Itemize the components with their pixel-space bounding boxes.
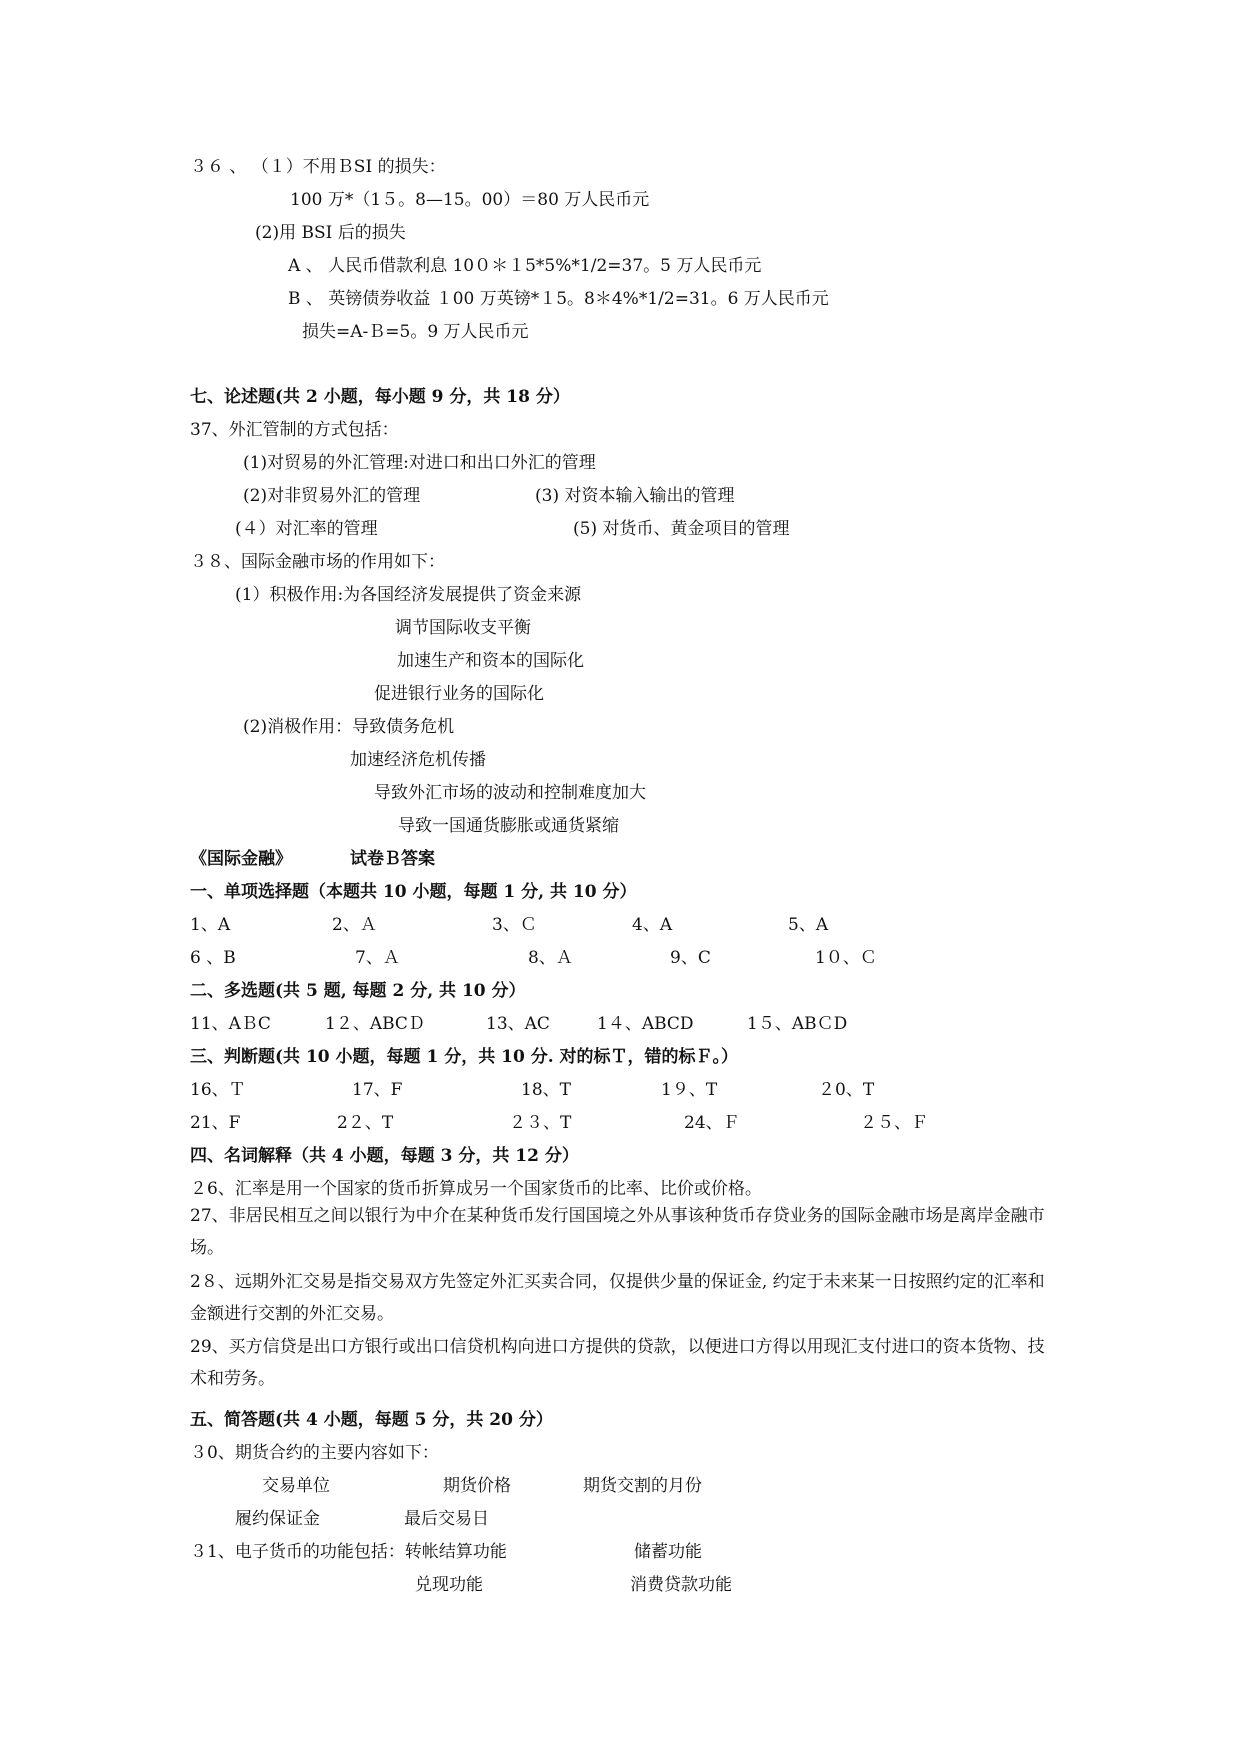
q30-item-2: 期货价格 <box>443 1476 511 1496</box>
answer-8: 8、Ａ <box>528 948 573 968</box>
q38-title: ３８、国际金融市场的作用如下： <box>190 552 445 572</box>
q31-item-3: 消费贷款功能 <box>630 1575 732 1595</box>
q36-title: ３６ 、 （１）不用ＢSI 的损失： <box>190 157 446 177</box>
answer-23: ２３、T <box>509 1113 572 1133</box>
answer-16: 16、Ｔ <box>190 1080 246 1100</box>
paper-b-title: 《国际金融》 <box>190 849 292 869</box>
answer-12: 1２、ABCＤ <box>325 1014 425 1034</box>
q29-text: 29、买方信贷是出口方银行或出口信贷机构向进口方提供的贷款，以便进口方得以用现汇支付进口的资本货物、技术和劳务。 <box>190 1337 1045 1389</box>
q38-negative-3: 导致外汇市场的波动和控制难度加大 <box>374 783 646 803</box>
section-5-heading: 五、简答题(共 4 小题，每题 5 分，共 20 分） <box>190 1410 553 1430</box>
paper-b-subtitle: 试卷Ｂ答案 <box>350 849 435 869</box>
q30-item-1: 交易单位 <box>262 1476 330 1496</box>
answer-2: 2、Ａ <box>332 915 377 935</box>
q38-positive-4: 促进银行业务的国际化 <box>374 684 544 704</box>
q36-line1: 100 万*（1５。8—15。00）＝80 万人民币元 <box>290 190 650 210</box>
answer-11: 11、AＢC <box>190 1014 271 1034</box>
q38-negative-2: 加速经济危机传播 <box>350 750 486 770</box>
q31-item-2: 兑现功能 <box>415 1575 483 1595</box>
answer-5: 5、A <box>788 915 829 935</box>
q30-item-5: 最后交易日 <box>404 1509 489 1529</box>
answer-18: 18、T <box>521 1080 571 1100</box>
answer-22: 2２、T <box>337 1113 394 1133</box>
q36-line4: B 、 英镑债券收益 １00 万英镑*１5。8＊4%*1/2=31。6 万人民币元 <box>288 289 829 309</box>
section-3-heading: 三、判断题(共 10 小题，每题 1 分，共 10 分. 对的标Ｔ，错的标Ｆ。） <box>190 1047 739 1067</box>
q37-item-2: (2)对非贸易外汇的管理 <box>243 486 421 506</box>
q30-item-3: 期货交割的月份 <box>583 1476 702 1496</box>
answer-25: ２５、Ｆ <box>860 1113 928 1133</box>
q38-positive-1: (1）积极作用:为各国经济发展提供了资金来源 <box>235 585 582 605</box>
q31-item-1: 储蓄功能 <box>634 1542 702 1562</box>
answer-19: 1９、T <box>661 1080 718 1100</box>
section-2-heading: 二、多选题(共 5 题, 每题 2 分, 共 10 分） <box>190 981 526 1001</box>
answer-13: 13、AC <box>486 1014 550 1034</box>
q37-item-1: (1)对贸易的外汇管理:对进口和出口外汇的管理 <box>243 453 596 473</box>
q38-negative-1: (2)消极作用：导致债务危机 <box>243 717 455 737</box>
q38-positive-3: 加速生产和资本的国际化 <box>397 651 584 671</box>
q38-positive-2: 调节国际收支平衡 <box>395 618 531 638</box>
answer-21: 21、F <box>190 1113 241 1133</box>
q37-item-3: (3) 对资本输入输出的管理 <box>535 486 735 506</box>
answer-24: 24、Ｆ <box>684 1113 740 1133</box>
answer-4: 4、A <box>632 915 673 935</box>
q30-item-4: 履约保证金 <box>235 1509 320 1529</box>
section-7-heading: 七、论述题(共 2 小题，每小题 9 分，共 18 分） <box>190 387 570 407</box>
answer-1: 1、A <box>190 915 231 935</box>
q38-negative-4: 导致一国通货膨胀或通货紧缩 <box>398 816 619 836</box>
answer-9: 9、C <box>670 948 711 968</box>
q37-title: 37、外汇管制的方式包括： <box>190 420 399 440</box>
answer-14: 1４、ABCD <box>597 1014 694 1034</box>
q36-line2: (2)用 BSI 后的损失 <box>255 223 406 243</box>
answer-6: 6 、B <box>190 948 236 968</box>
answer-10: 1０、Ｃ <box>815 948 877 968</box>
q36-line5: 损失=A-Ｂ=5。9 万人民币元 <box>302 322 529 342</box>
q30-title: ３0、期货合约的主要内容如下： <box>190 1443 439 1463</box>
q36-line3: A 、 人民币借款利息 10０＊１5*5%*1/2=37。5 万人民币元 <box>288 256 762 276</box>
answer-17: 17、F <box>352 1080 403 1100</box>
answer-3: 3、Ｃ <box>492 915 537 935</box>
q26-text: ２6、汇率是用一个国家的货币折算成另一个国家货币的比率、比价或价格。 <box>190 1179 762 1199</box>
q37-item-4: (４）对汇率的管理 <box>235 519 378 539</box>
q27-text: 27、非居民相互之间以银行为中介在某种货币发行国国境之外从事该种货币存贷业务的国际金融市场是离岸金融市场。 <box>190 1206 1045 1258</box>
answer-15: 1５、ABＣD <box>747 1014 848 1034</box>
section-4-heading: 四、名词解释（共 4 小题，每题 3 分，共 12 分） <box>190 1146 579 1166</box>
q31-title: ３1、电子货币的功能包括：转帐结算功能 <box>190 1542 507 1562</box>
answer-7: 7、Ａ <box>355 948 400 968</box>
q28-text: 2８、远期外汇交易是指交易双方先签定外汇买卖合同，仅提供少量的保证金, 约定于未来某一日按照约定的汇率和金额进行交割的外汇交易。 <box>190 1272 1045 1324</box>
q37-item-5: (5) 对货币、黄金项目的管理 <box>573 519 790 539</box>
section-1-heading: 一、单项选择题（本题共 10 小题，每题 1 分, 共 10 分） <box>190 882 637 902</box>
answer-20: ２0、T <box>818 1080 875 1100</box>
